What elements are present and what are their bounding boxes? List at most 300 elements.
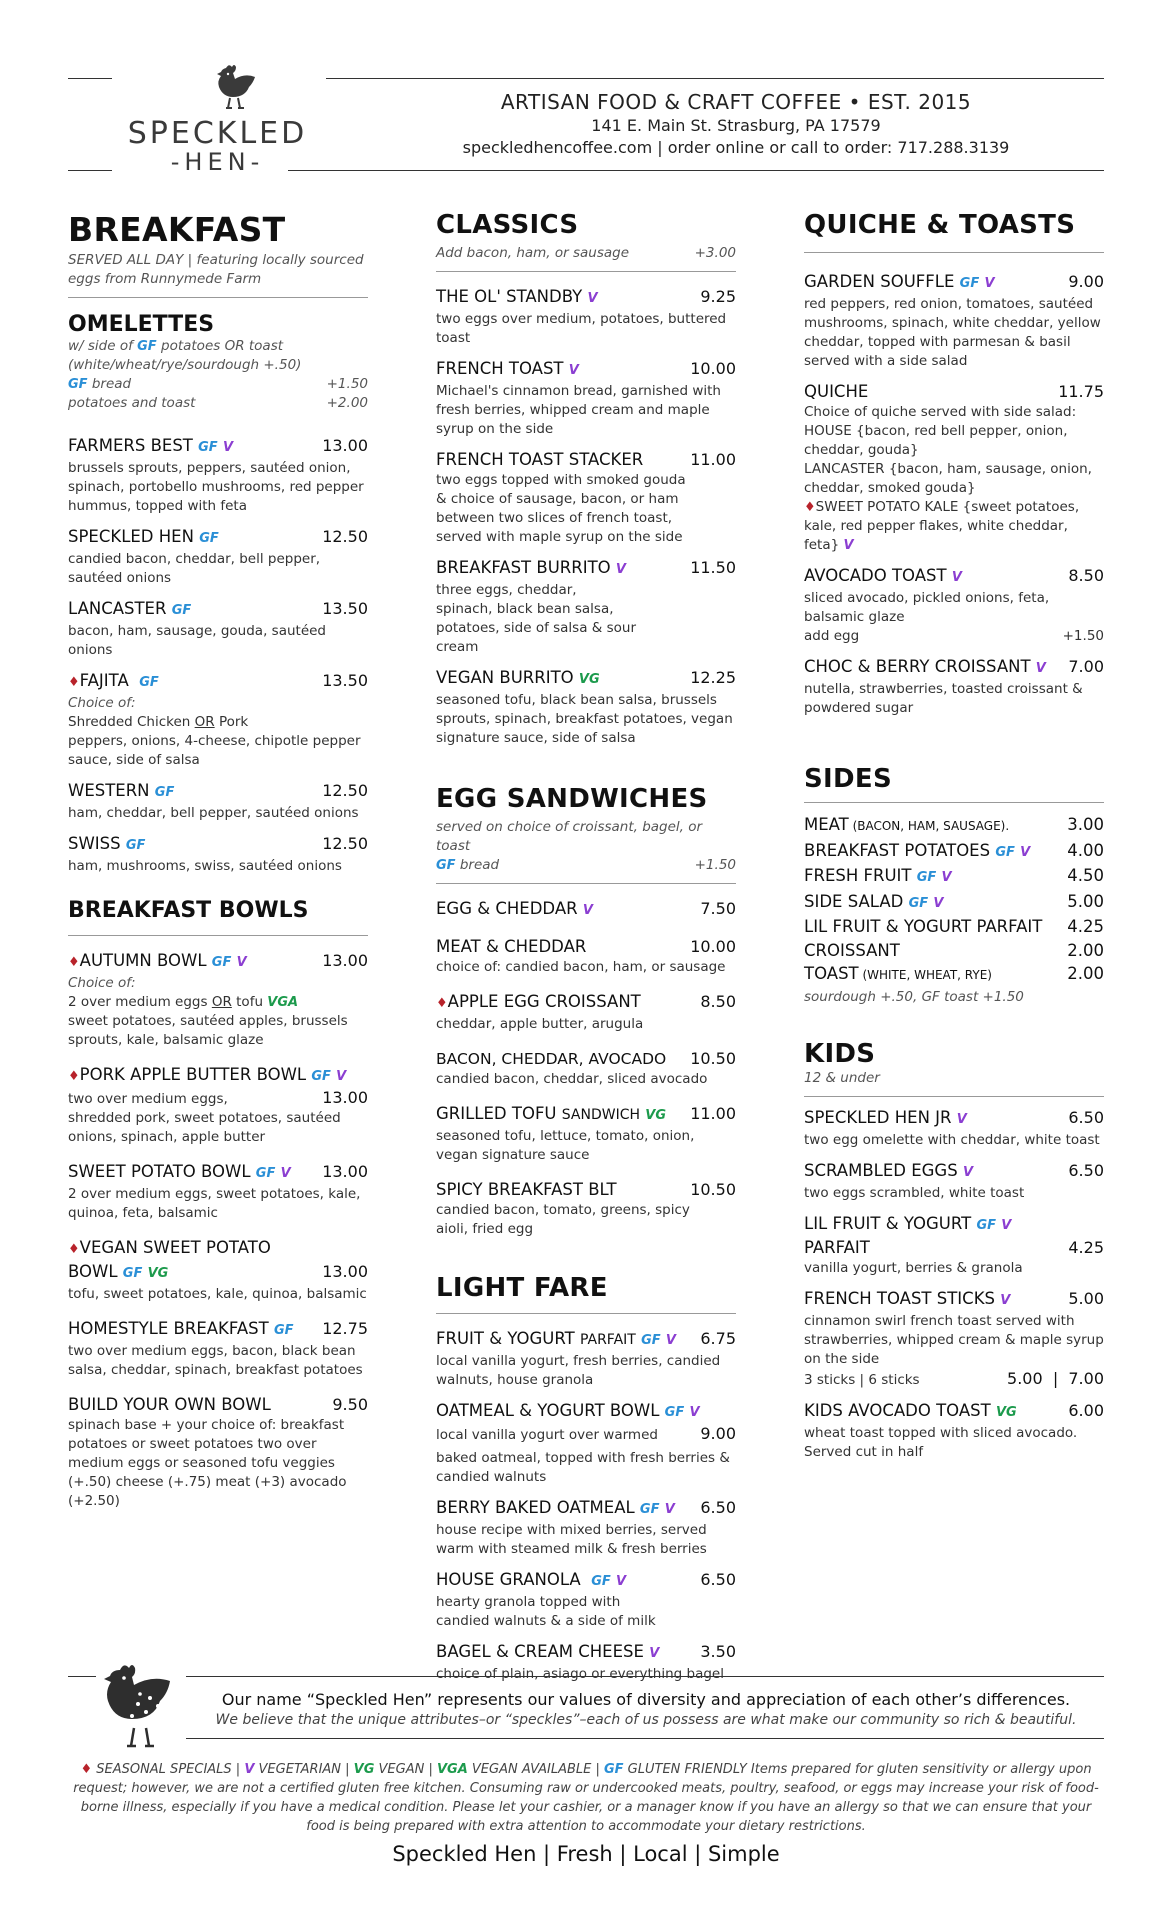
side-breakfast-potatoes [804,839,1104,865]
side-fresh-fruit [804,864,1104,890]
hen-logo-icon [208,62,260,112]
item-price: 6.50 [1068,1107,1104,1127]
vga-tag: VGA [436,1762,468,1777]
gf-tag: GF [255,1166,276,1181]
item-desc: shredded pork, sweet potatoes, sautéed onions, spinach, apple butter [68,1110,341,1145]
menu-item-apple-egg-croissant [436,991,736,1034]
menu-item-autumn-bowl [68,950,368,1050]
gf-tag: GF [591,1574,611,1589]
item-price: 13.00 [322,1088,368,1107]
menu-item-farmers-best [68,435,368,516]
addon-label: bread [455,857,500,873]
item-price: 8.50 [1068,566,1104,585]
side-lil-fruit-yogurt-parfait [804,915,1104,939]
column-2 [436,210,736,1694]
item-price: 9.00 [700,1424,736,1443]
gf-tag: GF [68,377,88,392]
item-desc: Choice of quiche served with side salad: [804,404,1077,420]
v-tag: V [244,1762,255,1777]
gf-tag: GF [311,1069,331,1084]
note-price: +3.00 [694,245,736,261]
item-name-row [68,1064,368,1088]
item-name: MEAT & CHEDDAR [436,937,587,956]
item-price: 12.50 [322,527,368,546]
item-desc-lead: two over medium eggs, [68,1091,228,1107]
header-address: 141 E. Main St. Strasburg, PA 17579 [591,116,881,135]
menu-item-vegan-sweet-potato-bowl [68,1237,368,1304]
omelettes-note-a: w/ side of [68,338,138,354]
item-name: HOUSE GRANOLA [436,1570,581,1589]
footer-message-main: Our name “Speckled Hen” represents our values of diversity and appreciation of each other’s differences. [221,1690,1071,1709]
header-website[interactable]: speckledhencoffee.com | order online or call to order: 717.288.3139 [462,138,1010,157]
bowls-title: BREAKFAST BOWLS [68,898,309,923]
item-price: 13.00 [322,1162,368,1181]
footer-rule-left-top [68,1676,96,1677]
item-desc: ham, mushrooms, swiss, sautéed onions [68,858,342,874]
item-desc: sliced avocado, pickled onions, feta, balsamic glaze [804,590,1050,625]
item-desc: two over medium eggs, bacon, black bean salsa, cheddar, spinach, breakfast potatoes [68,1343,363,1378]
item-desc-lead: local vanilla yogurt over warmed [436,1427,658,1443]
gf-tag: GF [916,870,937,885]
side-name: SIDE SALAD [804,891,904,911]
v-tag: V [587,291,598,306]
light-fare-title: LIGHT FARE [436,1273,608,1303]
side-name: MEAT [804,815,849,834]
choice-b: tofu [231,994,268,1010]
gf-tag: GF [171,603,192,618]
menu-item-spicy-breakfast-blt [436,1179,736,1239]
gf-tag: GF [199,531,219,546]
item-desc: seasoned tofu, black bean salsa, brussels sprouts, spinach, breakfast potatoes, vegan signature sauce, side of salsa [436,692,733,746]
item-price: 11.75 [1058,382,1104,401]
item-choice-options [68,993,368,1012]
item-name: AUTUMN BOWL [79,951,207,970]
addon-price: +1.50 [326,376,368,392]
item-price: 8.50 [700,992,736,1011]
header-rule-left-bottom [68,170,112,171]
item-price: 12.25 [690,668,736,687]
item-desc: sweet potatoes, sautéed apples, brussels sprouts, kale, balsamic glaze [68,1013,348,1048]
classics-title: CLASSICS [436,210,579,240]
choice-a: 2 over medium eggs [68,994,212,1010]
gf-tag: GF [137,339,157,354]
omelettes-note [68,337,368,375]
v-tag: V [664,1502,675,1517]
menu-item-meat-cheddar [436,936,736,977]
footer-message [188,1690,1104,1728]
footer-tagline: Speckled Hen | Fresh | Local | Simple [392,1842,780,1866]
item-name: GRILLED TOFU [436,1104,562,1123]
item-desc: bacon, ham, sausage, gouda, sautéed onions [68,623,326,658]
v-tag: V [1020,844,1031,860]
item-name-small: SANDWICH [561,1107,641,1123]
item-name: APPLE EGG CROISSANT [447,992,641,1011]
v-tag: V [236,955,247,970]
item-desc: choice of: candied bacon, ham, or sausage [436,959,726,975]
item-name: LANCASTER [68,599,167,618]
item-name: AVOCADO TOAST [804,566,947,585]
gf-tag: GF [908,895,929,911]
item-choice: Choice of: [68,975,136,991]
v-tag: V [843,538,854,553]
item-name: KIDS AVOCADO TOAST [804,1400,991,1420]
item-desc: choice of plain, asiago or everything bagel [436,1666,724,1682]
menu-item-vegan-burrito [436,667,736,748]
item-desc: wheat toast topped with sliced avocado. Served cut in half [804,1424,1078,1460]
item-name: BREAKFAST BURRITO [436,558,611,577]
item-name: LIL FRUIT & YOGURT [804,1213,972,1233]
menu-item-pork-apple-butter-bowl [68,1064,368,1147]
divider [436,271,736,272]
item-price: 5.00 [1068,1288,1104,1308]
item-price: 13.00 [322,1262,368,1281]
breakfast-title: BREAKFAST [68,210,286,249]
menu-item-kids-avocado-toast [804,1400,1104,1462]
vg-tag: VG [578,672,600,687]
side-name: TOAST [804,964,859,983]
menu-item-french-toast-sticks [804,1288,1104,1390]
side-price: 4.25 [1067,917,1104,936]
item-name: FARMERS BEST [68,436,193,455]
menu-item-grilled-tofu-sandwich [436,1103,736,1165]
diamond-icon: ♦ [804,500,816,515]
side-price: 2.00 [1067,940,1104,960]
item-price: 6.00 [1068,1400,1104,1420]
logo-text-hen: -HEN- [170,148,265,176]
menu-header [68,60,1104,180]
item-desc: local vanilla yogurt, fresh berries, candied walnuts, house granola [436,1353,721,1388]
item-price: 11.00 [690,450,736,469]
side-price: 2.00 [1067,964,1104,983]
side-name: BREAKFAST POTATOES [804,840,991,860]
item-name: FRENCH TOAST [436,359,564,378]
side-detail: (BACON, HAM, SAUSAGE). [848,819,1010,833]
gf-tag: GF [139,675,159,690]
side-price: 3.00 [1067,815,1104,834]
avocado-addon [804,627,1104,646]
column-3 [804,210,1104,1472]
v-tag: V [1001,1217,1012,1233]
v-tag: V [1035,661,1046,676]
item-name: QUICHE [804,382,869,401]
menu-item-avocado-toast [804,565,1104,646]
item-name: FAJITA [79,671,129,690]
header-rule-right-bottom [288,170,1104,171]
divider [436,883,736,884]
item-desc: two egg omelette with cheddar, white toast [804,1131,1100,1148]
note-label: Add bacon, ham, or sausage [436,245,630,261]
kids-note: 12 & under [804,1069,880,1086]
addon-label: bread [87,376,132,392]
item-name: FRENCH TOAST STACKER [436,450,644,469]
item-name: VEGAN BURRITO [436,668,574,687]
item-price: 12.50 [322,781,368,800]
item-name: HOMESTYLE BREAKFAST [68,1319,269,1338]
gf-tag: GF [211,955,232,970]
quiche-option-sweet-potato-kale [804,498,1104,555]
menu-item-bacon-cheddar-avocado [436,1048,736,1089]
item-price: 7.50 [700,899,736,918]
v-tag: V [568,363,579,378]
vg-tag: VG [995,1404,1017,1420]
column-1 [68,210,368,1521]
menu-item-lancaster [68,598,368,660]
v-tag: V [280,1166,291,1181]
menu-item-french-toast-stacker [436,449,736,547]
item-name-row [436,1400,736,1424]
item-price: 11.00 [690,1104,736,1123]
item-name-row [68,1237,368,1261]
quiche-toasts-title: QUICHE & TOASTS [804,210,1076,240]
item-desc: 2 over medium eggs, sweet potatoes, kale, quinoa, feta, balsamic [68,1186,361,1221]
item-name: OATMEAL & YOGURT BOWL [436,1401,660,1420]
v-tag: V [956,1111,967,1127]
header-tagline: ARTISAN FOOD & CRAFT COFFEE • EST. 2015 [500,90,972,114]
gf-tag: GF [122,1266,143,1281]
omelettes-addon-gf [68,375,368,394]
size-options: 3 sticks | 6 sticks [804,1371,920,1388]
menu-item-sweet-potato-bowl [68,1161,368,1223]
item-name: PORK APPLE BUTTER BOWL [79,1065,307,1084]
item-desc: vanilla yogurt, berries & granola [804,1259,1023,1276]
item-price: 12.50 [322,834,368,853]
gf-tag: GF [959,276,980,291]
item-desc: house recipe with mixed berries, served warm with steamed milk & fresh berries [436,1522,707,1557]
item-desc: three eggs, cheddar, spinach, black bean salsa, potatoes, side of salsa & sour cream [436,582,636,655]
item-desc: brussels sprouts, peppers, sautéed onion, spinach, portobello mushrooms, red pepper hummus, topped with feta [68,460,364,514]
item-name-cont: BOWL [68,1262,118,1281]
side-name: LIL FRUIT & YOGURT PARFAIT [804,917,1043,936]
item-desc: nutella, strawberries, toasted croissant & powdered sugar [804,681,1083,716]
menu-item-quiche [804,381,1104,555]
item-price: 6.50 [700,1570,736,1589]
item-price: 13.50 [322,671,368,690]
item-price: 9.00 [1068,272,1104,291]
gf-tag: GF [125,838,146,853]
legend-gluten-friendly: GLUTEN FRIENDLY Items prepared for gluten sensitivity or allergy upon request; however, we are not a certified gluten free kitchen. Consuming raw or undercooked meats, poultry, seafood, or eggs may increase your risk of food-borne illness, especially if you have a medical condition. Please let your cashier, or a manager know if you have an allergy so that we can ensure that your food is being prepared with extra attention to accommodate your dietary restrictions. [73,1762,1099,1834]
item-name: SPICY BREAKFAST BLT [436,1180,617,1199]
diamond-icon: ♦ [68,1242,80,1257]
legend-vegetarian: VEGETARIAN | [254,1762,354,1777]
classics-note [436,244,736,263]
item-name: CHOC & BERRY CROISSANT [804,657,1031,676]
diamond-icon: ♦ [436,996,448,1011]
item-name: VEGAN SWEET POTATO [79,1238,271,1257]
item-choice-options [68,713,368,732]
v-tag: V [933,895,944,911]
item-name: FRUIT & YOGURT [436,1329,580,1348]
item-desc: two eggs scrambled, white toast [804,1184,1025,1201]
side-detail: (WHITE, WHEAT, RYE) [858,968,992,982]
gf-tag: GF [664,1405,685,1420]
item-price: 13.00 [322,951,368,970]
item-price: 11.50 [690,558,736,577]
side-name: FRESH FRUIT [804,866,912,885]
item-desc: two eggs over medium, potatoes, buttered toast [436,311,727,346]
item-price: 3.50 [700,1642,736,1661]
item-name-cont: PARFAIT [804,1237,870,1257]
item-name: SPECKLED HEN JR [804,1107,952,1127]
diamond-icon: ♦ [68,955,80,970]
item-name: SPECKLED HEN [68,527,194,546]
item-desc: candied bacon, tomato, greens, spicy aioli, fried egg [436,1202,690,1237]
legend-vegan: VEGAN | [374,1762,437,1777]
kids-title: KIDS [804,1038,876,1069]
diamond-icon: ♦ [68,1069,80,1084]
menu-item-garden-souffle [804,271,1104,371]
menu-item-scrambled-eggs [804,1160,1104,1203]
egg-sandwiches-note: served on choice of croissant, bagel, or toast [436,819,703,854]
v-tag: V [649,1646,660,1661]
item-desc: two eggs topped with smoked gouda & choice of sausage, bacon, or ham between two slices of french toast, served with maple syrup on the side [436,472,686,545]
item-desc: cheddar, apple butter, arugula [436,1016,644,1032]
addon-price: +2.00 [326,395,368,411]
divider [436,1313,736,1314]
vg-tag: VG [147,1266,169,1281]
item-price: 10.50 [690,1049,736,1068]
item-price: 6.50 [1068,1160,1104,1180]
hen-illustration-icon [100,1656,184,1756]
side-price: 4.50 [1067,866,1104,885]
omelettes-note-b: potatoes OR toast (white/wheat/rye/sourdough +.50) [68,338,302,373]
footer-rule-right-bottom [186,1738,1104,1739]
sides-title: SIDES [804,764,892,794]
v-tag: V [615,562,626,577]
item-name: WESTERN [68,781,150,800]
omelettes-addon-toast [68,394,368,413]
gf-tag: GF [639,1502,660,1517]
item-desc: peppers, onions, 4-cheese, chipotle pepper sauce, side of salsa [68,733,361,768]
item-desc: baked oatmeal, topped with fresh berries & candied walnuts [436,1450,730,1485]
side-price: 4.00 [1067,840,1104,860]
v-tag: V [689,1405,700,1420]
vg-tag: VG [353,1762,375,1777]
menu-item-kids-fruit-yogurt-parfait [804,1213,1104,1278]
v-tag: V [962,1164,973,1180]
header-rule-left-top [68,78,112,79]
item-name: GARDEN SOUFFLE [804,272,955,291]
v-tag: V [616,1574,627,1589]
v-tag: V [941,870,952,885]
menu-item-bagel-cream-cheese [436,1641,736,1684]
header-info [368,90,1104,157]
footer-rule-right-top [186,1676,1104,1677]
v-tag: V [222,440,233,455]
item-price: 10.00 [690,937,736,956]
item-name-row [804,1213,1104,1237]
menu-item-swiss [68,833,368,876]
breakfast-note: SERVED ALL DAY | featuring locally sourced eggs from Runnymede Farm [68,252,364,287]
gf-tag: GF [436,858,456,873]
menu-item-french-toast [436,358,736,439]
addon-label: add egg [804,628,860,644]
addon-label: potatoes and toast [68,395,196,411]
egg-sandwiches-addon [436,856,736,875]
item-price: 6.75 [700,1329,736,1348]
item-price: 9.25 [700,287,736,306]
item-name: BACON, CHEDDAR, AVOCADO [436,1050,667,1068]
item-desc: candied bacon, cheddar, bell pepper, sautéed onions [68,551,321,586]
gf-tag: GF [154,785,175,800]
item-name: BERRY BAKED OATMEAL [436,1498,635,1517]
side-meat [804,813,1104,839]
item-price: 13.00 [322,436,368,455]
dietary-legend [68,1760,1104,1836]
side-name: CROISSANT [804,940,900,960]
quiche-option-lancaster: LANCASTER {bacon, ham, sausage, onion, cheddar, smoked gouda} [804,461,1092,496]
omelettes-title: OMELETTES [68,312,215,337]
side-croissant [804,939,1104,963]
item-desc: cinnamon swirl french toast served with strawberries, whipped cream & maple syrup on the side [804,1312,1104,1367]
menu-item-fajita [68,670,368,770]
item-price: 12.75 [322,1319,368,1338]
item-desc: Michael's cinnamon bread, garnished with fresh berries, whipped cream and maple syrup on the side [436,383,721,437]
item-name: BUILD YOUR OWN BOWL [68,1395,271,1414]
gf-tag: GF [641,1333,661,1348]
logo [110,60,325,180]
divider [804,802,1104,803]
divider [68,935,368,936]
footer-message-sub: We believe that the unique attributes–or “speckles”–each of us possess are what make our community so rich & beautiful. [215,1712,1077,1728]
legend-vegan-available: VEGAN AVAILABLE | [467,1762,604,1777]
item-desc: hearty granola topped with candied walnuts & a side of milk [436,1594,656,1629]
v-tag: V [951,570,962,585]
gf-tag: GF [273,1323,294,1338]
side-price: 5.00 [1067,891,1104,911]
item-price: 10.50 [690,1180,736,1199]
item-price: 7.00 [1068,657,1104,676]
menu-item-ol-standby [436,286,736,348]
item-name-small: PARFAIT [579,1332,636,1348]
item-name: SWISS [68,834,121,853]
logo-text-speckled: SPECKLED [127,116,308,151]
v-tag: V [1000,1292,1011,1308]
choice-b: Pork [214,714,249,730]
item-price: 10.00 [690,359,736,378]
menu-item-speckled-hen [68,526,368,588]
gf-tag: GF [995,844,1015,860]
size-prices: 5.00 | 7.00 [1007,1368,1104,1388]
menu-item-build-your-own-bowl [68,1394,368,1511]
vg-tag: VG [645,1108,667,1123]
menu-item-western [68,780,368,823]
menu-item-choc-berry-croissant [804,656,1104,718]
v-tag: V [665,1333,676,1348]
sides-note: sourdough +.50, GF toast +1.50 [804,988,1024,1005]
item-name: SWEET POTATO BOWL [68,1162,251,1181]
addon-price: +1.50 [1062,628,1104,644]
vga-tag: VGA [267,995,299,1010]
divider [804,1096,1104,1097]
item-desc: ham, cheddar, bell pepper, sautéed onions [68,805,359,821]
item-name: FRENCH TOAST STICKS [804,1288,995,1308]
item-desc: spinach base + your choice of: breakfast potatoes or sweet potatoes two over medium eggs or seasoned tofu veggies (+.50) cheese (+.75) meat (+3) avocado (+2.50) [68,1417,347,1509]
gf-tag: GF [198,440,218,455]
french-toast-sticks-sizes [804,1369,1104,1390]
legend-seasonal: SEASONAL SPECIALS | [92,1762,245,1777]
menu-item-breakfast-burrito [436,557,736,657]
menu-item-fruit-yogurt-parfait [436,1328,736,1390]
header-rule-right-top [326,78,1104,79]
choice-or: OR [194,714,215,730]
menu-item-oatmeal-yogurt-bowl [436,1400,736,1487]
item-choice: Choice of: [68,695,136,711]
quiche-option-house: HOUSE {bacon, red bell pepper, onion, cheddar, gouda} [804,423,1068,458]
gf-tag: GF [976,1217,997,1233]
diamond-icon: ♦ [68,675,80,690]
choice-a: Shredded Chicken [68,714,195,730]
choice-or: OR [211,994,232,1010]
